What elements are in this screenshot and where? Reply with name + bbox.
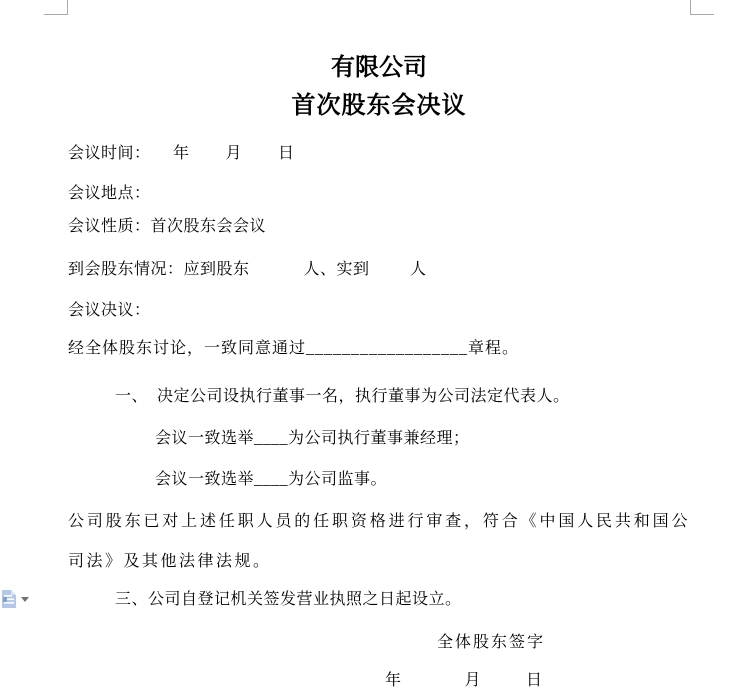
para-date-line[interactable]: 年 月 日 bbox=[385, 672, 543, 689]
para-item-three[interactable]: 三、公司自登记机关签发营业执照之日起设立。 bbox=[115, 591, 462, 608]
para-charter-line[interactable]: 经全体股东讨论，一致同意通过__________________章程。 bbox=[68, 340, 520, 357]
doc-subtitle[interactable]: 首次股东会决议 bbox=[291, 93, 467, 119]
paste-options-button[interactable] bbox=[1, 588, 33, 610]
dropdown-arrow-icon bbox=[21, 597, 29, 602]
para-signature-label[interactable]: 全体股东签字 bbox=[437, 634, 546, 651]
para-meeting-time[interactable]: 会议时间： 年 月 日 bbox=[68, 145, 295, 162]
para-resolution-label[interactable]: 会议决议： bbox=[68, 302, 151, 319]
para-meeting-place[interactable]: 会议地点： bbox=[68, 185, 151, 202]
para-elect-director[interactable]: 会议一致选举____为公司执行董事兼经理； bbox=[155, 430, 470, 447]
para-meeting-nature[interactable]: 会议性质：首次股东会会议 bbox=[68, 218, 267, 235]
doc-title[interactable]: 有限公司 bbox=[331, 55, 427, 81]
margin-corner-mark-top-right bbox=[690, 0, 714, 15]
para-attendance[interactable]: 到会股东情况：应到股东 人、实到 人 bbox=[68, 261, 427, 278]
para-qualification[interactable]: 公司股东已对上述任职人员的任职资格进行审查，符合《中国人民共和国公司法》及其他法律法规。 bbox=[68, 513, 690, 570]
para-elect-supervisor[interactable]: 会议一致选举____为公司监事。 bbox=[155, 471, 388, 488]
para-item-one[interactable]: 一、 决定公司设执行董事一名，执行董事为公司法定代表人。 bbox=[115, 388, 570, 405]
paste-document-icon bbox=[1, 589, 17, 609]
margin-corner-mark-top-left bbox=[44, 0, 68, 15]
